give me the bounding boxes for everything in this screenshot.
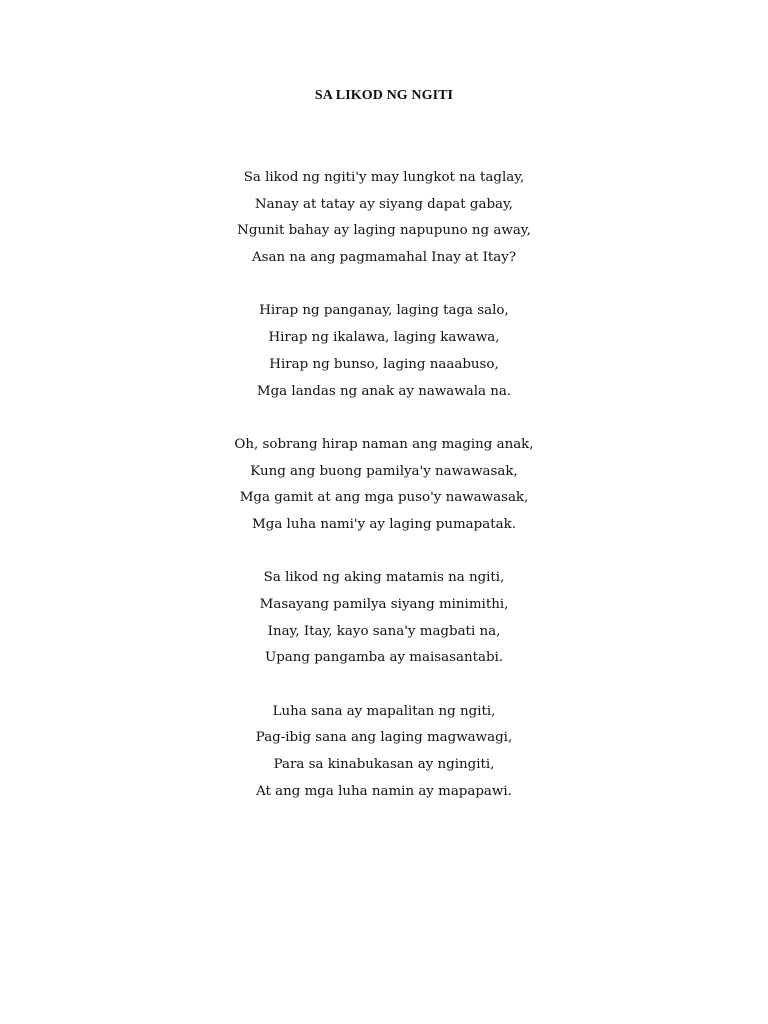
poem-line: Hirap ng bunso, laging naaabuso, bbox=[269, 356, 499, 372]
poem-line: Para sa kinabukasan ay ngingiti, bbox=[273, 757, 495, 773]
poem-line: Pag-ibig sana ang laging magwawagi, bbox=[255, 730, 513, 746]
poem-line: Hirap ng ikalawa, laging kawawa, bbox=[268, 330, 500, 346]
poem-line: Asan na ang pagmamahal Inay at Itay? bbox=[251, 250, 517, 266]
poem-line: Kung ang buong pamilya'y nawawasak, bbox=[250, 463, 518, 479]
poem-line: Hirap ng panganay, laging taga salo, bbox=[259, 303, 509, 319]
stanza-3 bbox=[0, 432, 768, 539]
poem-line: Masayang pamilya siyang minimithi, bbox=[259, 597, 509, 612]
poem-line: Nanay at tatay ay siyang dapat gabay, bbox=[254, 196, 514, 212]
stanza-5 bbox=[0, 699, 768, 806]
poem-line: At ang mga luha namin ay mapapawi. bbox=[256, 783, 512, 799]
poem-line: Ngunit bahay ay laging napupuno ng away, bbox=[237, 223, 531, 239]
stanza-4 bbox=[0, 565, 768, 672]
poem-body bbox=[0, 165, 768, 832]
poem-line: Sa likod ng aking matamis na ngiti, bbox=[263, 570, 505, 586]
poem-line: Mga luha nami'y ay laging pumapatak. bbox=[252, 516, 516, 532]
poem-line: Oh, sobrang hirap naman ang maging anak, bbox=[234, 436, 534, 452]
poem-line: Luha sana ay mapalitan ng ngiti, bbox=[272, 703, 496, 719]
stanza-2 bbox=[0, 298, 768, 405]
poem-title: SA LIKOD NG NGITI bbox=[314, 88, 454, 103]
poem-line: Upang pangamba ay maisasantabi. bbox=[264, 650, 504, 666]
poem-line: Sa likod ng ngiti'y may lungkot na taglay, bbox=[243, 170, 525, 185]
poem-line: Mga gamit at ang mga puso'y nawawasak, bbox=[239, 490, 529, 506]
stanza-1 bbox=[0, 165, 768, 272]
poem-line: Mga landas ng anak ay nawawala na. bbox=[256, 383, 512, 399]
poem-line: Inay, Itay, kayo sana'y magbati na, bbox=[267, 623, 501, 639]
